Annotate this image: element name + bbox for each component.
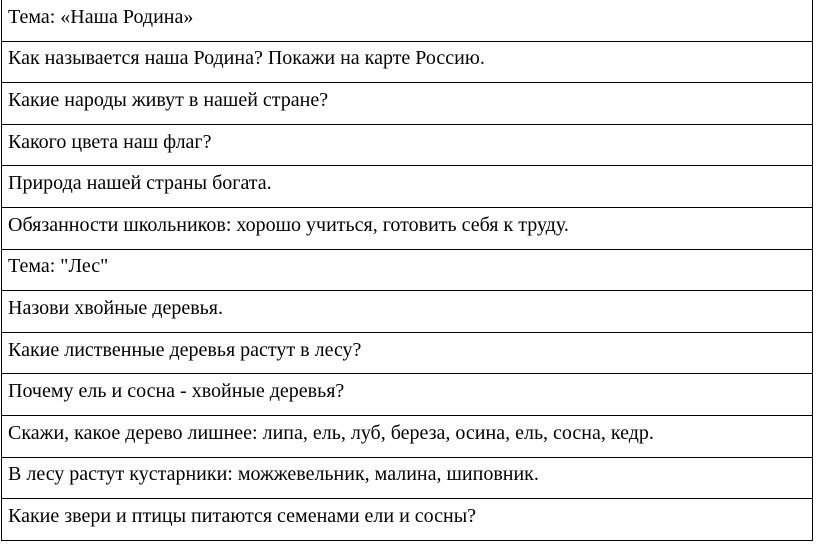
table-cell [2,332,813,374]
question-text: Почему ель и сосна - хвойные деревья? [8,380,345,403]
table-row [2,207,813,249]
question-text: Скажи, какое дерево лишнее: липа, ель, луб, береза, осина, ель, сосна, кедр. [8,421,654,444]
table-cell [2,457,813,499]
table-row [2,124,813,166]
table-row [2,332,813,374]
table-row [2,41,813,83]
table-cell [2,83,813,125]
table-row [2,83,813,125]
topic-heading: Тема: «Наша Родина» [8,5,194,28]
table-row-topic-motherland [2,0,813,41]
table-row [2,291,813,333]
topic-heading: Тема: "Лес" [8,255,109,278]
questions-table [1,0,813,541]
table-cell [2,499,813,541]
statement-text: В лесу растут кустарники: можжевельник, малина, шиповник. [8,463,539,486]
question-text: Какие народы живут в нашей стране? [8,88,329,111]
question-text: Какого цвета наш флаг? [8,130,212,153]
table-cell [2,415,813,457]
table-cell [2,41,813,83]
table-cell [2,124,813,166]
table-cell [2,291,813,333]
table-cell [2,0,813,41]
table-row [2,166,813,208]
table-row [2,499,813,541]
table-cell [2,374,813,416]
question-text: Какие звери и птицы питаются семенами ели и сосны? [8,504,477,527]
table-row [2,374,813,416]
table-row [2,415,813,457]
table-row [2,457,813,499]
question-text: Какие лиственные деревья растут в лесу? [8,338,362,361]
table-cell [2,249,813,291]
table-cell [2,166,813,208]
table-row-topic-forest [2,249,813,291]
statement-text: Природа нашей страны богата. [8,172,272,195]
question-text: Как называется наша Родина? Покажи на карте Россию. [8,47,485,70]
question-text: Назови хвойные деревья. [8,296,223,319]
table-cell [2,207,813,249]
statement-text: Обязанности школьников: хорошо учиться, готовить себя к труду. [8,213,569,236]
